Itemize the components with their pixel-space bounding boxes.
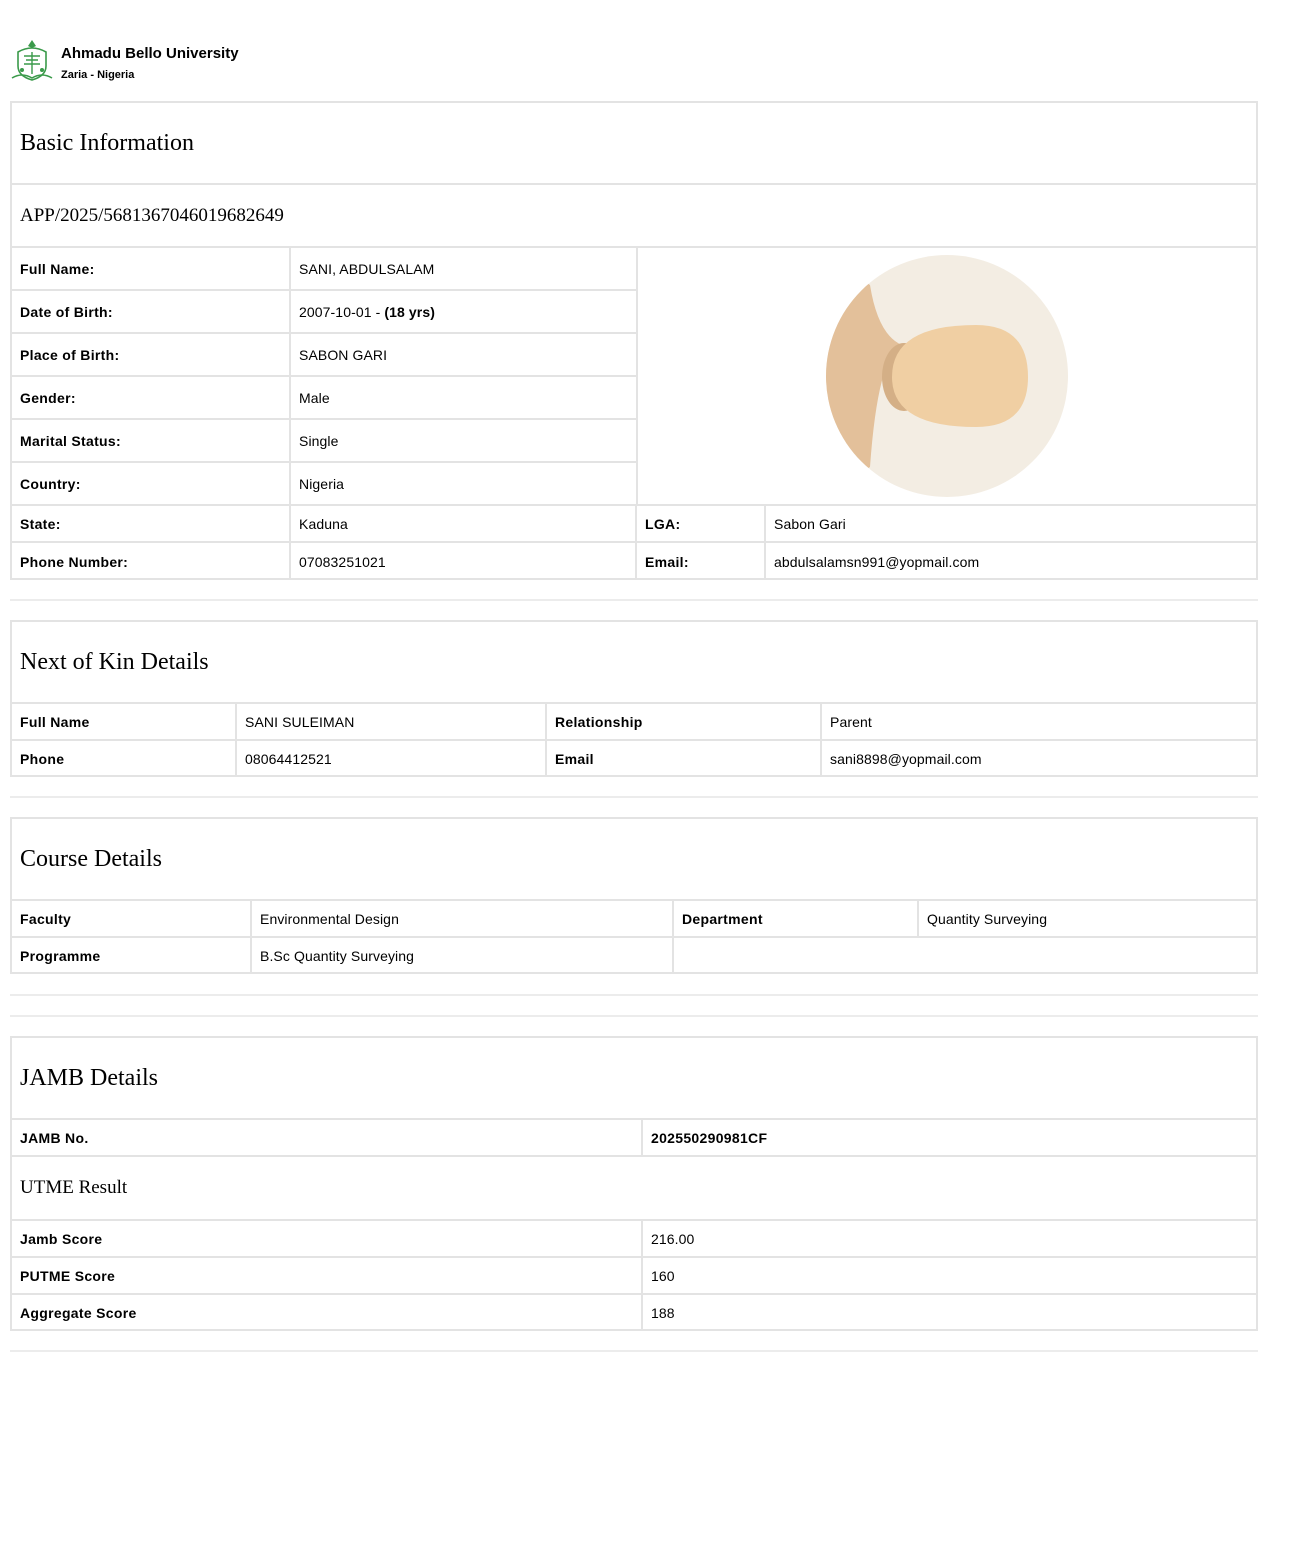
aggregate-score-value: 188 — [651, 1305, 675, 1321]
email-label: Email: — [637, 543, 766, 580]
divider — [10, 994, 1258, 996]
table-row — [12, 377, 636, 420]
table-row — [12, 291, 636, 334]
table-row — [12, 741, 1256, 777]
state-label: State: — [12, 506, 291, 541]
putme-score-value: 160 — [651, 1267, 675, 1284]
dob-date: 2007-10-01 - — [299, 303, 385, 320]
next-of-kin-section — [10, 620, 1258, 777]
section-title: Course Details — [12, 819, 1256, 901]
utme-result-title: UTME Result — [12, 1157, 1256, 1221]
jamb-no-value: 202550290981CF — [651, 1129, 768, 1146]
table-row — [12, 1120, 1256, 1157]
score-label: Aggregate Score — [12, 1295, 643, 1331]
phone-label: Phone Number: — [12, 543, 291, 580]
kin-name-value: SANI SULEIMAN — [237, 704, 547, 739]
application-number: APP/2025/5681367046019682649 — [12, 185, 1256, 248]
table-row — [12, 334, 636, 377]
field-label: Gender: — [12, 377, 291, 418]
section-title: Next of Kin Details — [12, 622, 1256, 704]
empty-cell — [674, 938, 1256, 974]
faculty-value: Environmental Design — [252, 901, 674, 936]
marital-status-value: Single — [299, 432, 339, 449]
table-row — [12, 506, 1256, 543]
table-row — [12, 1295, 1256, 1331]
field-label: Country: — [12, 463, 291, 504]
kin-relationship-value: Parent — [830, 713, 872, 730]
divider — [10, 796, 1258, 798]
basic-fields — [12, 248, 636, 504]
field-label: Marital Status: — [12, 420, 291, 461]
place-of-birth-value: SABON GARI — [299, 346, 388, 363]
dob-value — [291, 291, 636, 332]
university-name: Ahmadu Bello University — [61, 45, 239, 62]
kin-relationship-label: Relationship — [547, 704, 822, 739]
table-row — [12, 420, 636, 463]
programme-value: B.Sc Quantity Surveying — [252, 938, 674, 974]
divider — [10, 1350, 1258, 1352]
section-title: JAMB Details — [12, 1038, 1256, 1120]
divider — [10, 1015, 1258, 1017]
jamb-no-label: JAMB No. — [12, 1120, 643, 1155]
table-row — [12, 1258, 1256, 1295]
phone-value: 07083251021 — [291, 543, 637, 580]
university-logo-icon — [10, 38, 54, 82]
programme-label: Programme — [12, 938, 252, 974]
section-title: Basic Information — [12, 103, 1256, 185]
lga-value: Sabon Gari — [774, 515, 846, 532]
score-label: Jamb Score — [12, 1221, 643, 1256]
basic-information-section — [10, 101, 1258, 580]
basic-details-grid — [12, 248, 1256, 506]
kin-phone-value: 08064412521 — [237, 741, 547, 777]
page-header — [10, 38, 239, 84]
table-row — [12, 543, 1256, 580]
jamb-score-value: 216.00 — [651, 1230, 695, 1247]
email-value: abdulsalamsn991@yopmail.com — [774, 553, 980, 570]
kin-name-label: Full Name — [12, 704, 237, 739]
kin-email-value: sani8898@yopmail.com — [830, 751, 982, 767]
university-location: Zaria - Nigeria — [61, 69, 135, 81]
passport-photo — [636, 248, 1256, 504]
kin-email-label: Email — [547, 741, 822, 777]
field-label: Full Name: — [12, 248, 291, 289]
table-row — [12, 1221, 1256, 1258]
table-row — [12, 704, 1256, 741]
table-row — [12, 463, 636, 504]
department-label: Department — [674, 901, 919, 936]
country-value: Nigeria — [299, 475, 345, 492]
kin-phone-label: Phone — [12, 741, 237, 777]
table-row — [12, 901, 1256, 938]
divider — [10, 599, 1258, 601]
field-label: Place of Birth: — [12, 334, 291, 375]
table-row — [12, 248, 636, 291]
field-label: Date of Birth: — [12, 291, 291, 332]
faculty-label: Faculty — [12, 901, 252, 936]
course-details-section — [10, 817, 1258, 974]
avatar-placeholder-icon — [826, 255, 1068, 497]
lga-label: LGA: — [637, 506, 766, 541]
department-value: Quantity Surveying — [927, 910, 1048, 927]
score-label: PUTME Score — [12, 1258, 643, 1293]
gender-value: Male — [299, 389, 330, 406]
table-row — [12, 938, 1256, 974]
jamb-details-section — [10, 1036, 1258, 1331]
full-name-value: SANI, ABDULSALAM — [299, 260, 435, 277]
state-value: Kaduna — [291, 506, 637, 541]
dob-age: (18 yrs) — [384, 303, 435, 320]
